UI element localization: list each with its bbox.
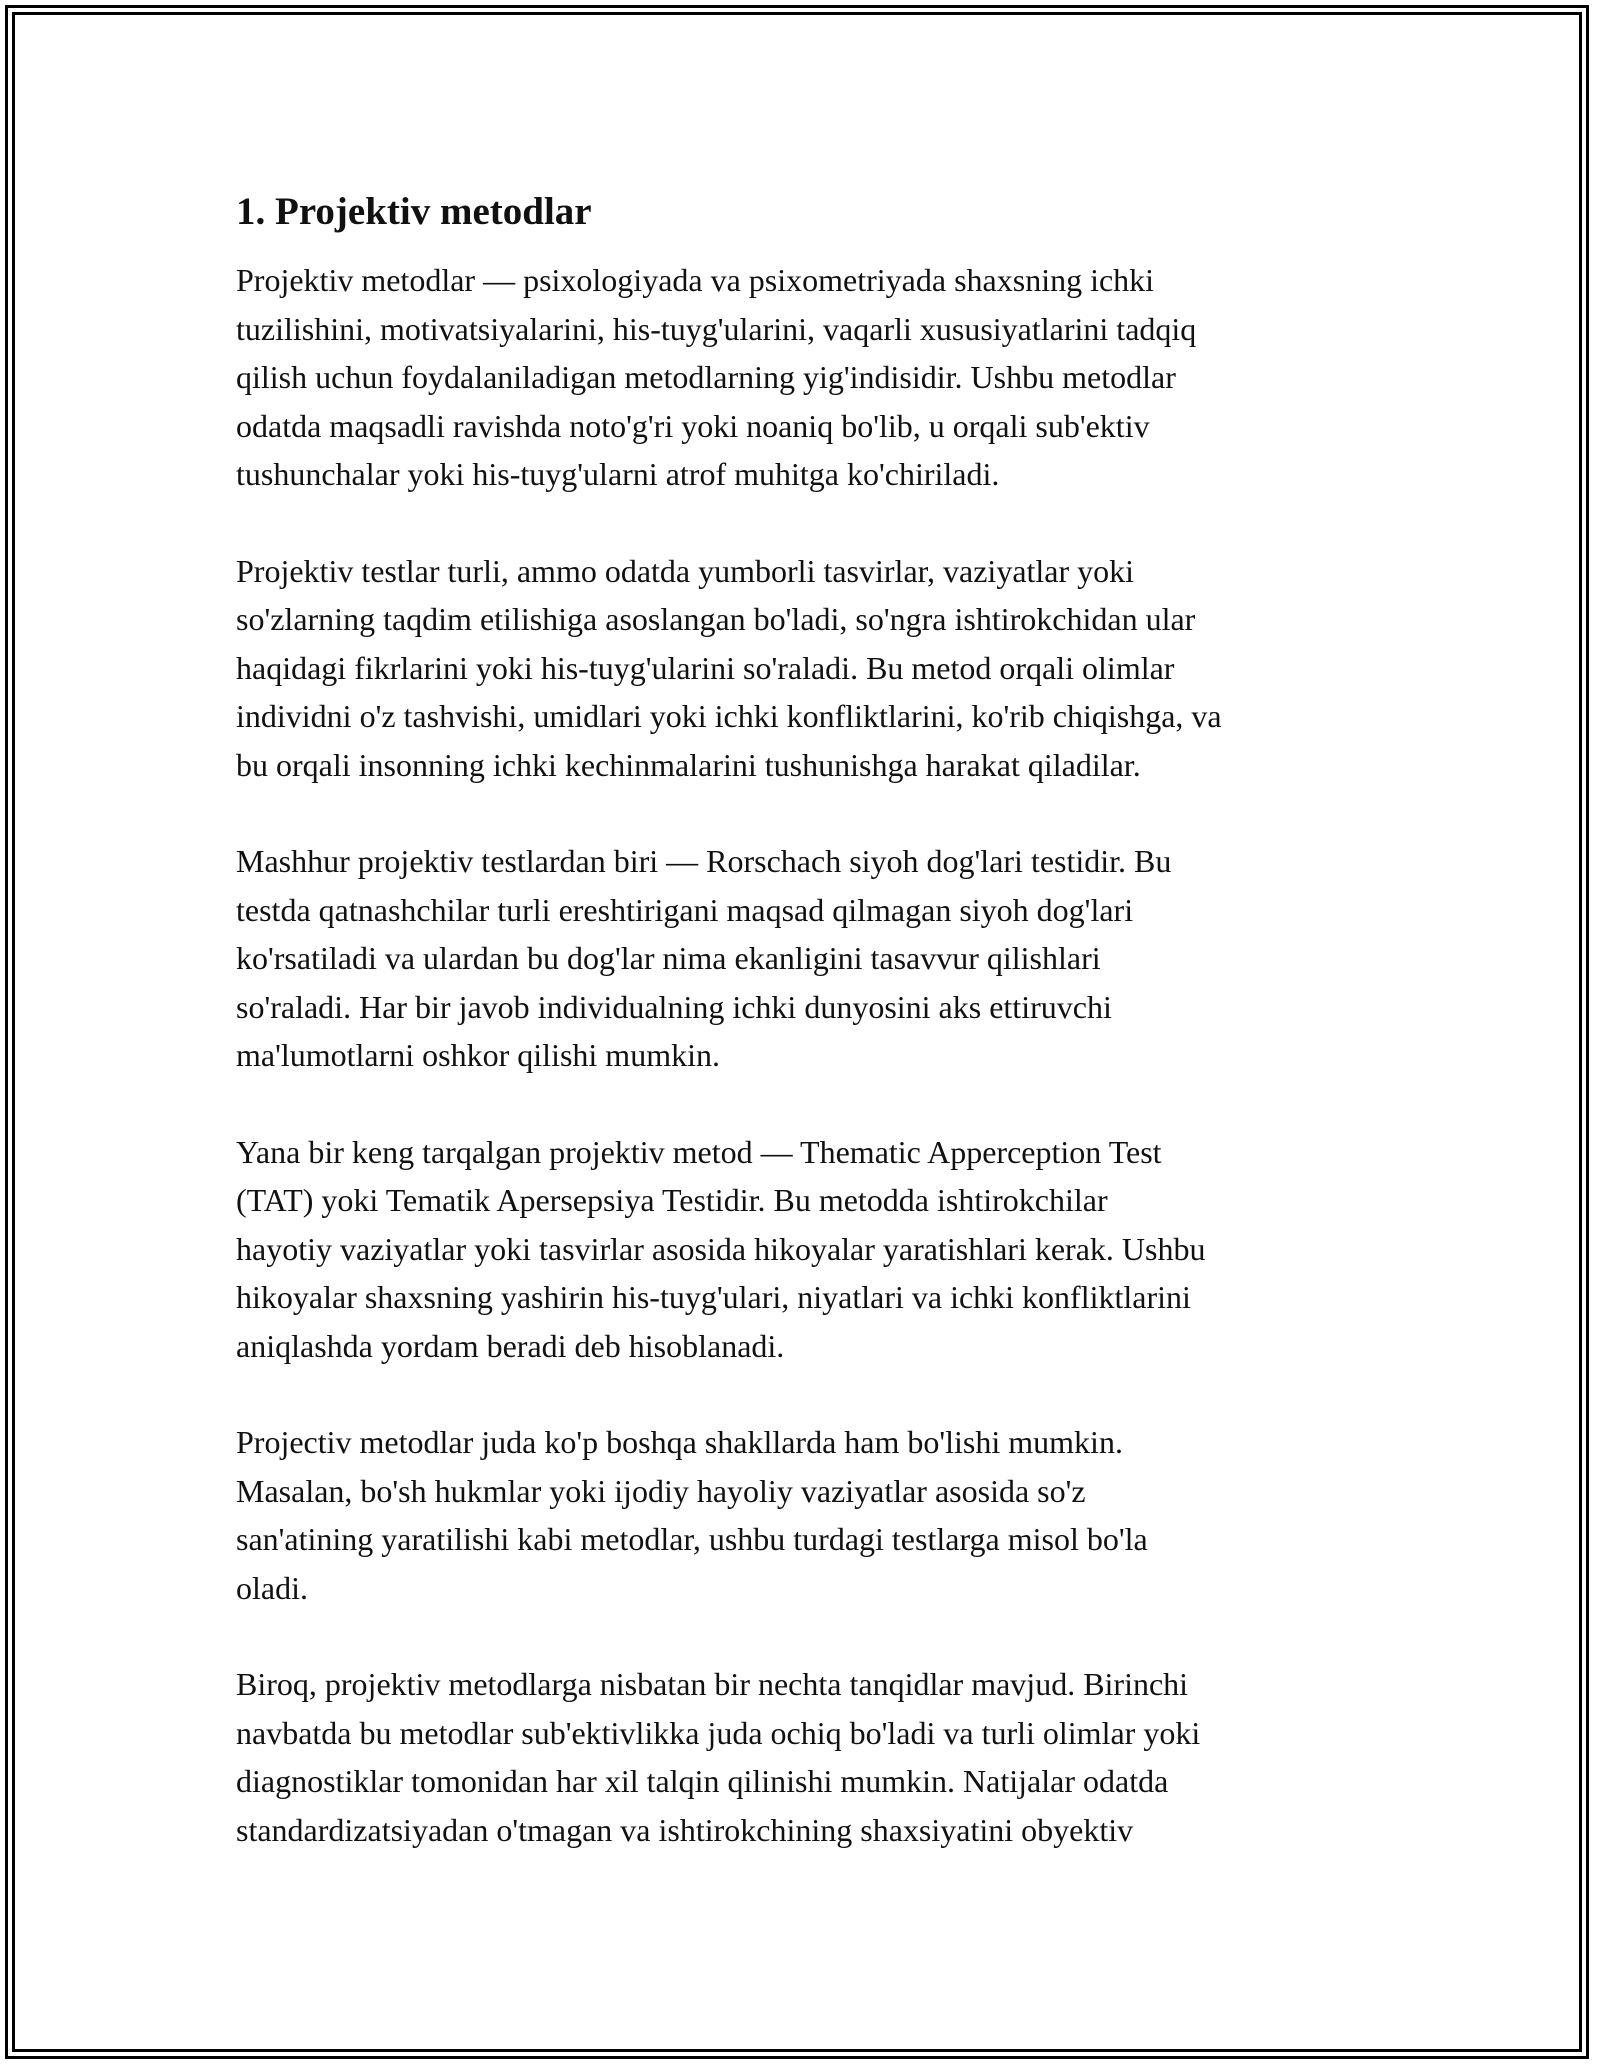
paragraph-line: so'zlarning taqdim etilishiga asoslangan bo'ladi, so'ngra ishtirokchidan ular	[236, 601, 1196, 637]
paragraph-line: qilish uchun foydalaniladigan metodlarning yig'indisidir. Ushbu metodlar	[236, 359, 1176, 395]
paragraph-line: ko'rsatiladi va ulardan bu dog'lar nima ekanligini tasavvur qilishlari	[236, 940, 1101, 976]
paragraph-line: haqidagi fikrlarini yoki his-tuyg'ularini so'raladi. Bu metod orqali olimlar	[236, 649, 1175, 686]
paragraph-line: Mashhur projektiv testlardan biri — Rorschach siyoh dog'lari testidir. Bu	[236, 843, 1172, 879]
paragraph-line: standardizatsiyadan o'tmagan va ishtirokchining shaxsiyatini obyektiv	[236, 1811, 1134, 1848]
paragraph-line: bu orqali insonning ichki kechinmalarini tushunishga harakat qiladilar.	[236, 746, 1141, 783]
paragraph-4	[236, 1128, 1386, 1371]
paragraph-line: hikoyalar shaxsning yashirin his-tuyg'ulari, niyatlari va ichki konfliktlarini	[236, 1279, 1191, 1315]
paragraph-2	[236, 547, 1386, 790]
paragraph-3	[236, 837, 1386, 1080]
paragraph-line: tuzilishini, motivatsiyalarini, his-tuyg'ularini, vaqarli xususiyatlarini tadqiq	[236, 310, 1197, 347]
paragraph-line: Biroq, projektiv metodlarga nisbatan bir nechta tanqidlar mavjud. Birinchi	[236, 1666, 1189, 1702]
paragraph-line: oladi.	[236, 1569, 308, 1606]
paragraph-line: odatda maqsadli ravishda noto'g'ri yoki noaniq bo'lib, u orqali sub'ektiv	[236, 407, 1150, 444]
paragraph-line: Yana bir keng tarqalgan projektiv metod — Thematic Apperception Test	[236, 1133, 1162, 1170]
paragraph-line: diagnostiklar tomonidan har xil talqin qilinishi mumkin. Natijalar odatda	[236, 1763, 1169, 1799]
paragraph-6	[236, 1660, 1386, 1854]
section-heading: 1. Projektiv metodlar	[236, 190, 592, 233]
paragraph-line: san'atining yaratilishi kabi metodlar, ushbu turdagi testlarga misol bo'la	[236, 1521, 1148, 1557]
paragraph-line: navbatda bu metodlar sub'ektivlikka juda ochiq bo'ladi va turli olimlar yoki	[236, 1714, 1201, 1751]
paragraph-line: hayotiy vaziyatlar yoki tasvirlar asosida hikoyalar yaratishlari kerak. Ushbu	[236, 1230, 1206, 1267]
paragraph-1	[236, 256, 1386, 499]
paragraph-line: ma'lumotlarni oshkor qilishi mumkin.	[236, 1037, 720, 1073]
paragraph-line: so'raladi. Har bir javob individualning ichki dunyosini aks ettiruvchi	[236, 988, 1112, 1025]
paragraph-5	[236, 1418, 1386, 1612]
paragraph-line: Projektiv testlar turli, ammo odatda yumborli tasvirlar, vaziyatlar yoki	[236, 552, 1135, 589]
paragraph-line: aniqlashda yordam beradi deb hisoblanadi.	[236, 1327, 785, 1364]
paragraph-line: testda qatnashchilar turli ereshtirigani maqsad qilmagan siyoh dog'lari	[236, 891, 1134, 928]
paragraph-line: individni o'z tashvishi, umidlari yoki ichki konfliktlarini, ko'rib chiqishga, va	[236, 698, 1222, 734]
paragraph-line: Masalan, bo'sh hukmlar yoki ijodiy hayoliy vaziyatlar asosida so'z	[236, 1472, 1086, 1509]
paragraph-line: Projectiv metodlar juda ko'p boshqa shakllarda ham bo'lishi mumkin.	[236, 1424, 1123, 1460]
document-body	[236, 182, 1386, 1902]
paragraph-line: Projektiv metodlar — psixologiyada va psixometriyada shaxsning ichki	[236, 262, 1155, 298]
paragraph-line: (TAT) yoki Tematik Apersepsiya Testidir. Bu metodda ishtirokchilar	[236, 1182, 1108, 1218]
paragraph-line: tushunchalar yoki his-tuyg'ularni atrof muhitga ko'chiriladi.	[236, 456, 1000, 492]
